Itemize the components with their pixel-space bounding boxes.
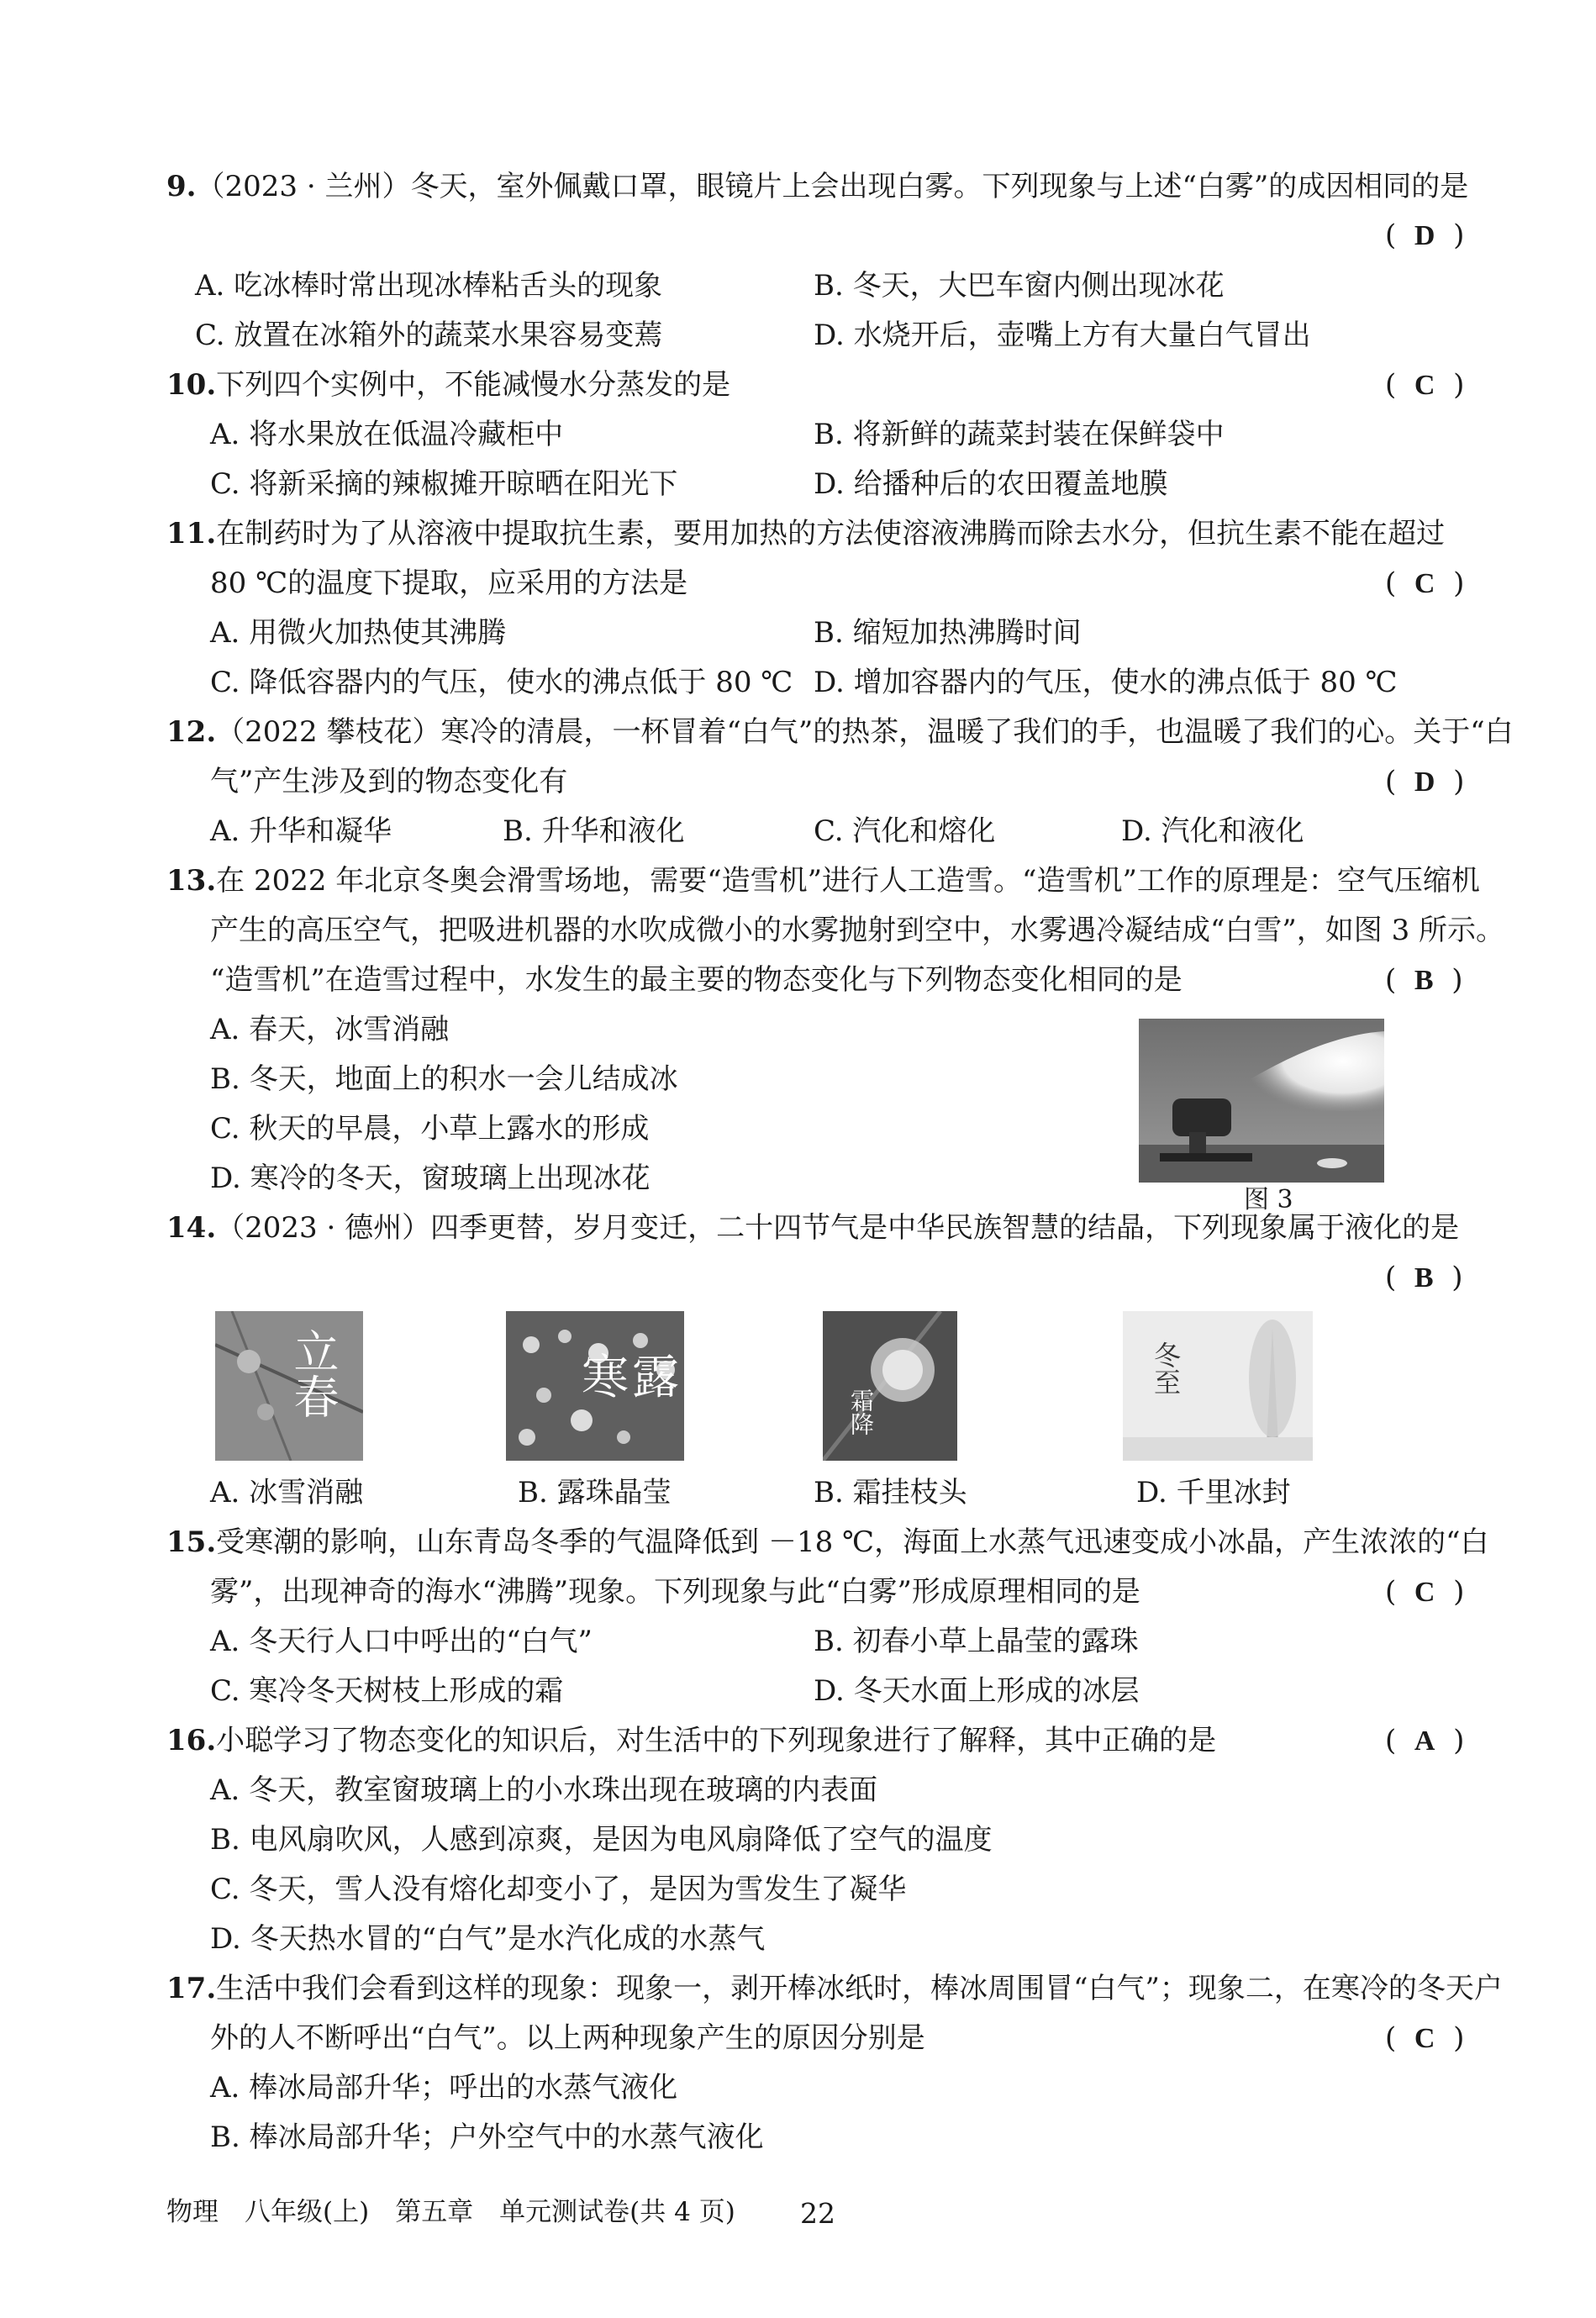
option-c: C. 将新采摘的辣椒摊开晾晒在阳光下	[210, 467, 678, 501]
question-number: 17.	[166, 1972, 217, 2005]
option-a: A. 升华和凝华	[210, 814, 392, 848]
stem-line: （2022 攀枝花）寒冷的清晨，一杯冒着“白气”的热茶，温暖了我们的手，也温暖了我们的心。关于“白	[216, 715, 1514, 749]
answer-letter: D	[1414, 220, 1435, 251]
stem-line: 雾”，出现神奇的海水“沸腾”现象。下列现象与此“白雾”形成原理相同的是	[210, 1575, 1140, 1609]
option-a: A. 冰雪消融	[210, 1476, 364, 1509]
question-17-stem	[166, 1970, 1503, 2007]
question-14-stem	[166, 1209, 1459, 1246]
answer-bracket: ( C )	[1385, 566, 1465, 600]
stem-line: （2023 · 兰州）冬天，室外佩戴口罩，眼镜片上会出现白雾。下列现象与上述“白雾”的成因相同的是	[196, 170, 1469, 203]
answer-letter: D	[1414, 767, 1435, 798]
answer-bracket: ( C )	[1385, 368, 1465, 402]
option-a: A. 冬天行人口中呼出的“白气”	[210, 1625, 593, 1658]
question-number: 16.	[166, 1724, 217, 1757]
question-15-stem	[166, 1524, 1488, 1561]
answer-bracket: ( D )	[1385, 765, 1465, 798]
answer-letter: C	[1414, 1577, 1435, 1608]
stem-line: 下列四个实例中，不能减慢水分蒸发的是	[216, 368, 731, 402]
option-c: C. 降低容器内的气压，使水的沸点低于 80 ℃	[210, 666, 793, 699]
image-lichun	[215, 1311, 363, 1461]
option-d: D. 寒冷的冬天，窗玻璃上出现冰花	[210, 1162, 651, 1195]
option-d: D. 千里冰封	[1136, 1476, 1291, 1509]
option-a: A. 用微火加热使其沸腾	[210, 616, 507, 650]
answer-letter: A	[1414, 1725, 1435, 1757]
image-dongzhi	[1123, 1311, 1313, 1461]
answer-letter: C	[1414, 370, 1435, 401]
stem-line: 在制药时为了从溶液中提取抗生素，要用加热的方法使溶液沸腾而除去水分，但抗生素不能在超过	[216, 517, 1446, 551]
question-number: 14.	[166, 1211, 217, 1245]
stem-line: 气”产生涉及到的物态变化有	[210, 765, 568, 798]
stem-line: 小聪学习了物态变化的知识后，对生活中的下列现象进行了解释，其中正确的是	[216, 1724, 1217, 1757]
image-label: 霜降	[847, 1388, 875, 1436]
option-b: B. 冬天，地面上的积水一会儿结成冰	[210, 1062, 678, 1096]
stem-line: 在 2022 年北京冬奥会滑雪场地，需要“造雪机”进行人工造雪。“造雪机”工作的原理是：空气压缩机	[216, 864, 1480, 898]
option-d: D. 给播种后的农田覆盖地膜	[814, 467, 1168, 501]
question-number: 11.	[166, 517, 217, 551]
footer-subject-info: 物理 八年级(上) 第五章 单元测试卷(共 4 页)	[166, 2197, 735, 2227]
option-d: D. 冬天水面上形成的冰层	[814, 1674, 1140, 1708]
question-number: 12.	[166, 715, 217, 749]
option-b: B. 将新鲜的蔬菜封装在保鲜袋中	[814, 418, 1225, 451]
image-label: 寒露	[582, 1351, 682, 1405]
answer-letter: C	[1414, 2023, 1435, 2054]
question-number: 9.	[166, 170, 197, 203]
option-b: B. 冬天，大巴车窗内侧出现冰花	[814, 269, 1225, 303]
answer-bracket: ( B )	[1385, 963, 1463, 997]
option-b: B. 棒冰局部升华；户外空气中的水蒸气液化	[210, 2120, 764, 2154]
option-a: A. 吃冰棒时常出现冰棒粘舌头的现象	[195, 269, 663, 303]
option-c: C. 汽化和熔化	[814, 814, 996, 848]
answer-letter: B	[1414, 965, 1434, 996]
image-hanlu	[506, 1311, 684, 1461]
question-12-stem	[166, 714, 1514, 751]
option-c: C. 秋天的早晨，小草上露水的形成	[210, 1112, 650, 1146]
stem-line: 受寒潮的影响，山东青岛冬季的气温降低到 －18 ℃，海面上水蒸气迅速变成小冰晶，产生浓浓的“白	[216, 1525, 1489, 1559]
option-d: D. 增加容器内的气压，使水的沸点低于 80 ℃	[814, 666, 1398, 699]
answer-letter: C	[1414, 568, 1435, 599]
option-d: D. 冬天热水冒的“白气”是水汽化成的水蒸气	[210, 1922, 766, 1956]
question-9-stem	[166, 168, 1468, 205]
question-number: 15.	[166, 1525, 217, 1559]
snow-machine-illustration	[1139, 1019, 1384, 1183]
question-number: 13.	[166, 864, 217, 898]
stem-line: 80 ℃的温度下提取，应采用的方法是	[210, 566, 688, 600]
option-a: A. 棒冰局部升华；呼出的水蒸气液化	[210, 2071, 678, 2105]
answer-bracket: ( B )	[1385, 1261, 1463, 1294]
option-b: B. 电风扇吹风，人感到凉爽，是因为电风扇降低了空气的温度	[210, 1823, 993, 1857]
snow-machine-photo	[1139, 1019, 1384, 1183]
answer-bracket: ( C )	[1385, 1575, 1465, 1609]
page-number: 22	[800, 2197, 835, 2230]
option-c: C. 冬天，雪人没有熔化却变小了，是因为雪发生了凝华	[210, 1873, 907, 1906]
answer-letter: B	[1414, 1262, 1434, 1293]
question-number: 10.	[166, 368, 217, 402]
stem-line: 生活中我们会看到这样的现象：现象一，剥开棒冰纸时，棒冰周围冒“白气”；现象二，在寒冷的冬天户	[216, 1972, 1503, 2005]
option-b: B. 缩短加热沸腾时间	[814, 616, 1082, 650]
question-16-stem	[166, 1722, 1216, 1759]
option-a: A. 春天，冰雪消融	[210, 1013, 450, 1046]
option-b: B. 升华和液化	[503, 814, 685, 848]
question-13-stem	[166, 862, 1480, 899]
option-d: D. 水烧开后，壶嘴上方有大量白气冒出	[814, 319, 1311, 352]
stem-line: 产生的高压空气，把吸进机器的水吹成微小的水雾抛射到空中，水雾遇冷凝结成“白雪”，如图 3 所示。	[210, 914, 1505, 947]
option-a: A. 将水果放在低温冷藏柜中	[210, 418, 564, 451]
image-label: 立春	[287, 1328, 340, 1419]
figure-caption: 图 3	[1244, 1185, 1293, 1214]
option-a: A. 冬天，教室窗玻璃上的小水珠出现在玻璃的内表面	[210, 1773, 878, 1807]
shuangjiang-background	[823, 1311, 957, 1461]
stem-line: （2023 · 德州）四季更替，岁月变迁，二十四节气是中华民族智慧的结晶，下列现象属于液化的是	[216, 1211, 1460, 1245]
stem-line: 外的人不断呼出“白气”。以上两种现象产生的原因分别是	[210, 2021, 925, 2055]
option-b: B. 初春小草上晶莹的露珠	[814, 1625, 1139, 1658]
answer-bracket: ( A )	[1385, 1724, 1465, 1757]
image-label: 冬至	[1150, 1341, 1182, 1395]
image-shuangjiang	[823, 1311, 957, 1461]
stem-line: “造雪机”在造雪过程中，水发生的最主要的物态变化与下列物态变化相同的是	[210, 963, 1183, 997]
answer-bracket: ( D )	[1385, 219, 1465, 252]
option-c: C. 放置在冰箱外的蔬菜水果容易变蔫	[195, 319, 663, 352]
option-c: C. 寒冷冬天树枝上形成的霜	[210, 1674, 564, 1708]
question-11-stem	[166, 515, 1445, 552]
question-10-stem	[166, 366, 730, 403]
option-d: D. 汽化和液化	[1121, 814, 1304, 848]
option-b: B. 露珠晶莹	[518, 1476, 672, 1509]
answer-bracket: ( C )	[1385, 2021, 1465, 2055]
option-c: B. 霜挂枝头	[814, 1476, 967, 1509]
